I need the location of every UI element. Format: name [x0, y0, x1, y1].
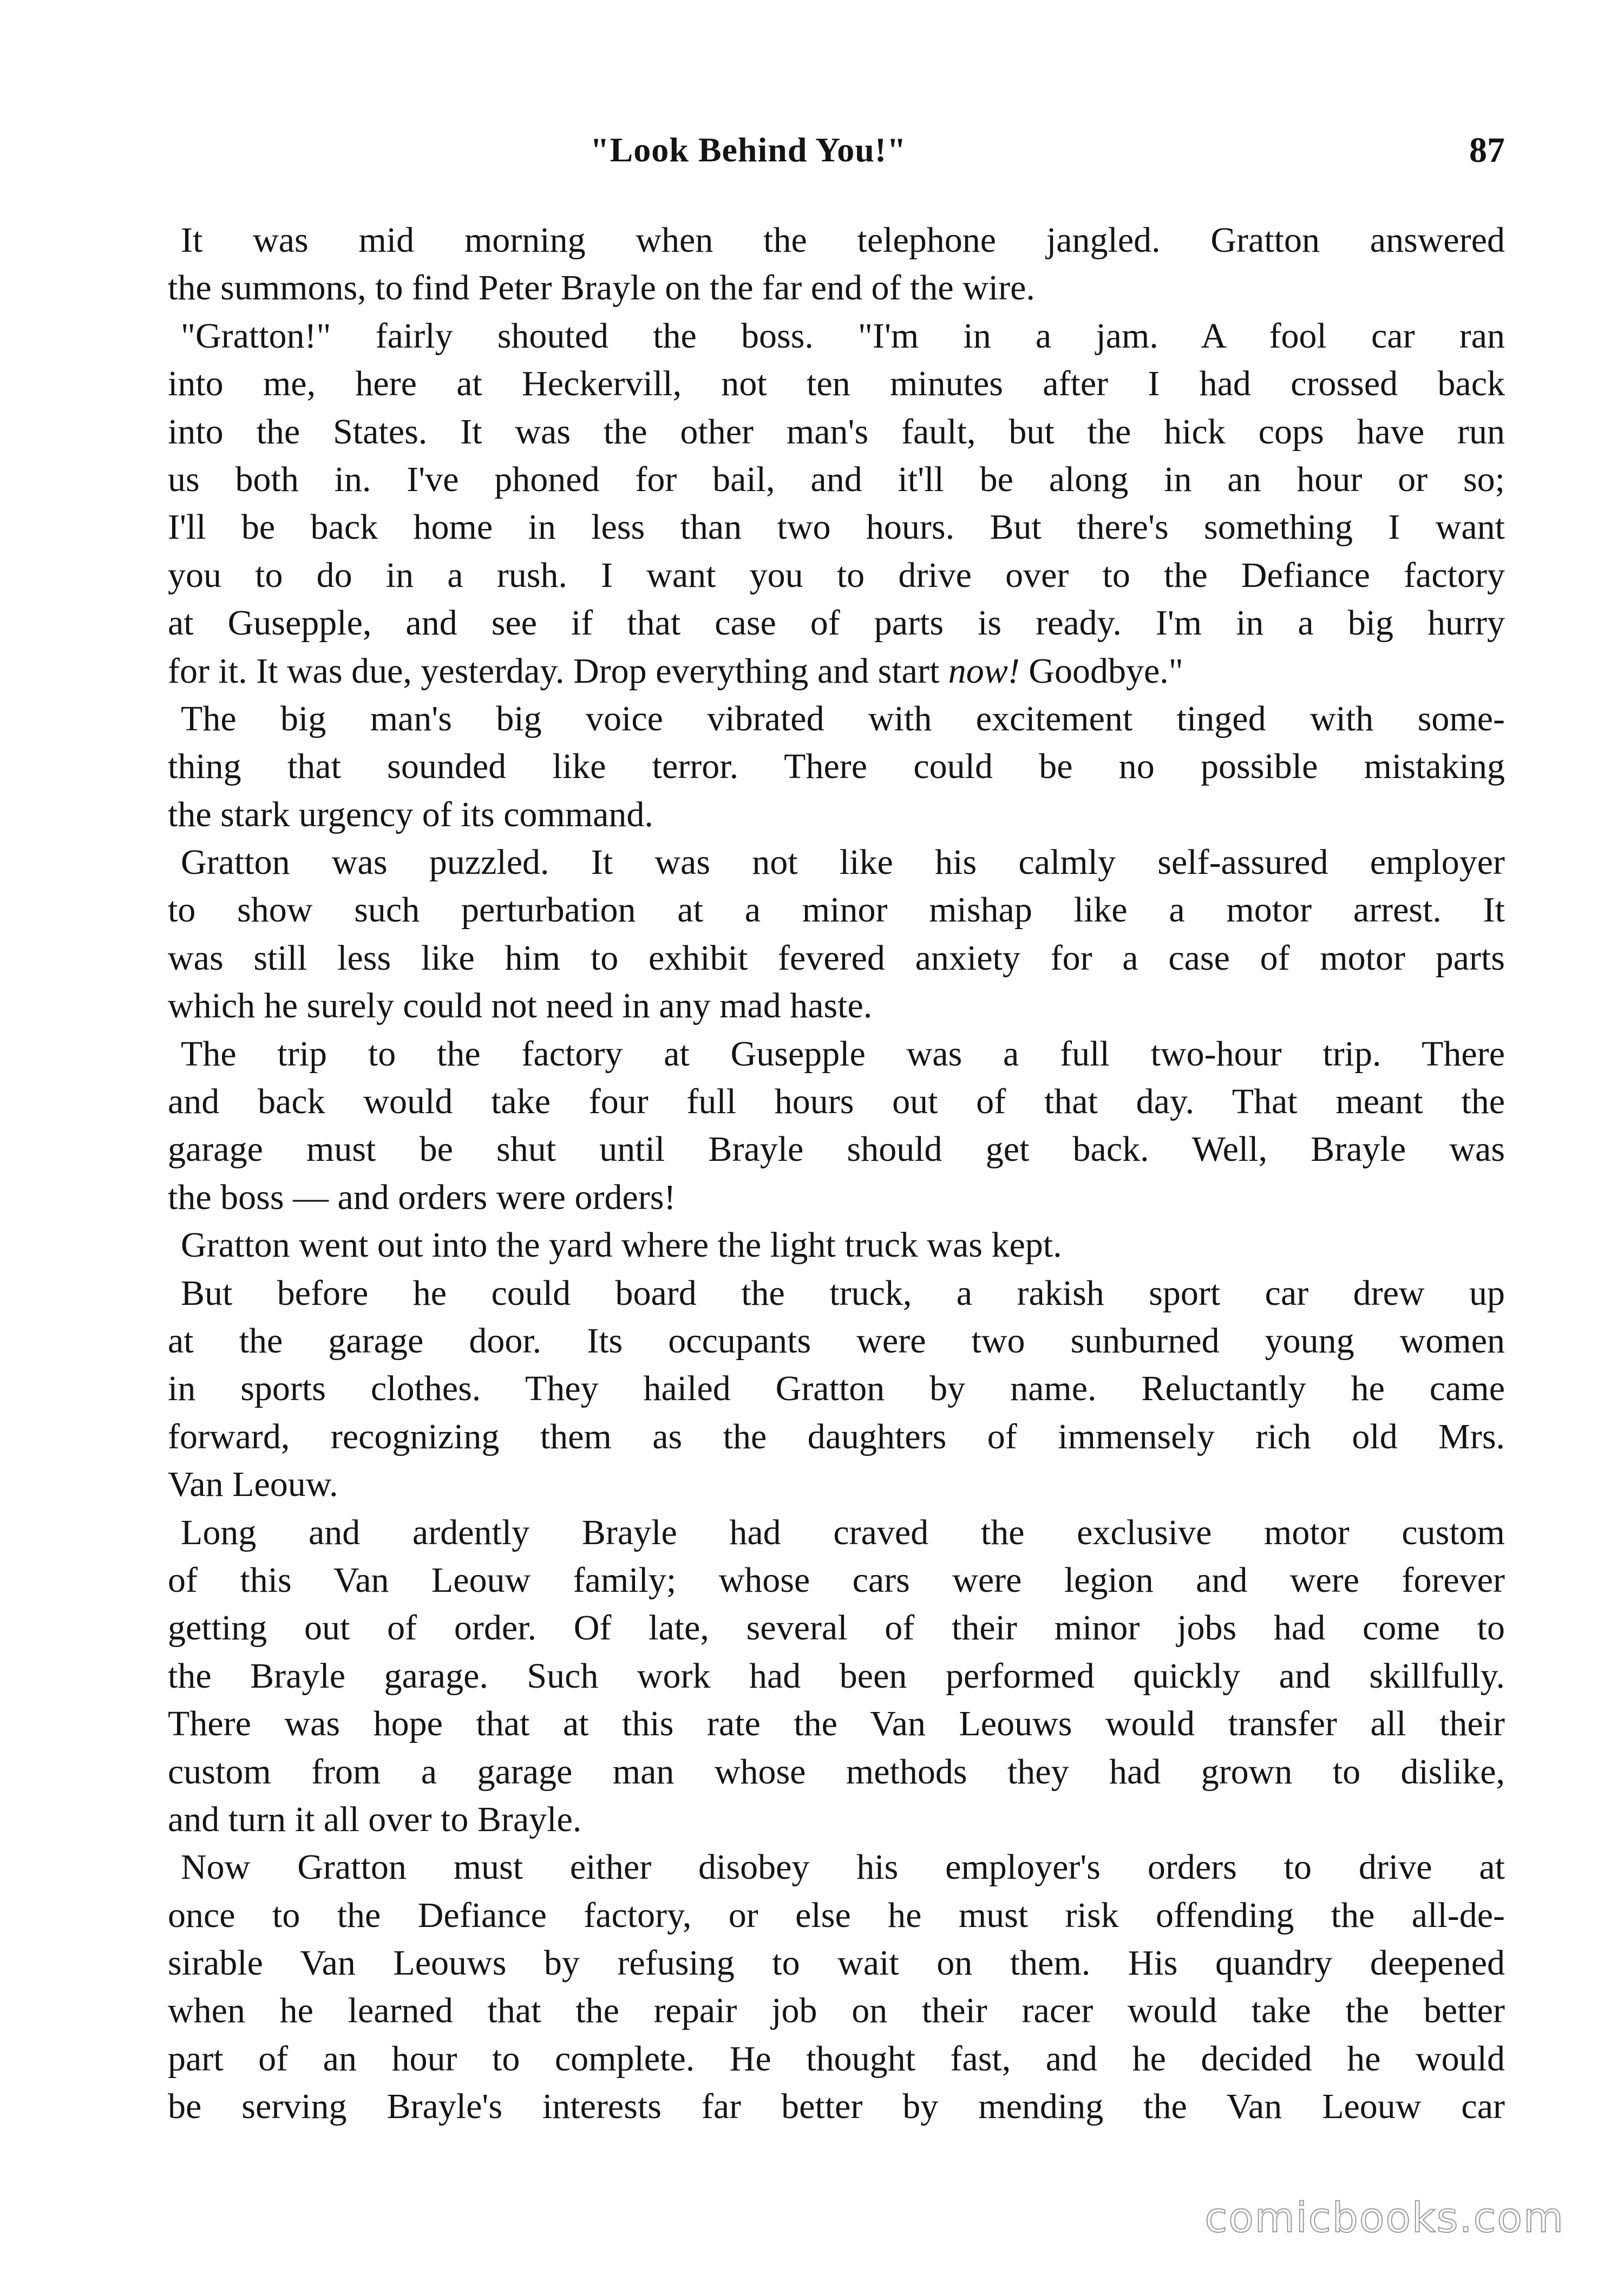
- text-line: There was hope that at this rate the Van Leouws would transfer all their: [168, 1704, 1505, 1744]
- paragraph: [168, 839, 1505, 1030]
- body-text: [168, 217, 1505, 2131]
- text-line: the stark urgency of its command.: [168, 794, 653, 834]
- emphasis: now!: [948, 651, 1020, 691]
- text-line: in sports clothes. They hailed Gratton by name. Reluctantly he came: [168, 1369, 1505, 1409]
- text-line: garage must be shut until Brayle should get back. Well, Brayle was: [168, 1129, 1505, 1169]
- paragraph: [168, 1030, 1505, 1222]
- text-line: I'll be back home in less than two hours. But there's something I want: [168, 507, 1505, 547]
- text-line: us both in. I've phoned for bail, and it'll be along in an hour or so;: [168, 459, 1505, 499]
- paragraph: [168, 1270, 1505, 1509]
- text-line: into the States. It was the other man's fault, but the hick cops have run: [168, 411, 1505, 452]
- text-line: getting out of order. Of late, several of their minor jobs had come to: [168, 1608, 1505, 1648]
- text-line: which he surely could not need in any mad haste.: [168, 986, 873, 1026]
- paragraph: [168, 1844, 1505, 2131]
- text-line: be serving Brayle's interests far better by mending the Van Leouw car: [168, 2087, 1505, 2127]
- text-line: But before he could board the truck, a rakish sport car drew up: [181, 1273, 1505, 1313]
- text-line: Gratton went out into the yard where the light truck was kept.: [181, 1225, 1062, 1265]
- text-line: the summons, to find Peter Brayle on the far end of the wire.: [168, 268, 1035, 308]
- text-line: Gratton was puzzled. It was not like his calmly self-assured employer: [181, 842, 1505, 883]
- text-line: once to the Defiance factory, or else he must risk offending the all-de-: [168, 1895, 1505, 1935]
- text-line: thing that sounded like terror. There could be no possible mistaking: [168, 747, 1505, 787]
- page-number: 87: [1469, 130, 1505, 170]
- text-line: The big man's big voice vibrated with excitement tinged with some-: [181, 698, 1505, 739]
- paragraph: [168, 1509, 1505, 1844]
- paragraph: [168, 217, 1505, 312]
- chapter-title: "Look Behind You!": [590, 130, 907, 169]
- text-line: Now Gratton must either disobey his employer's orders to drive at: [181, 1847, 1505, 1887]
- text-line: at the garage door. Its occupants were two sunburned young women: [168, 1321, 1505, 1361]
- text-line: of this Van Leouw family; whose cars were legion and were forever: [168, 1560, 1505, 1600]
- text-line: the Brayle garage. Such work had been performed quickly and skillfully.: [168, 1656, 1505, 1696]
- text-line: and back would take four full hours out of that day. That meant the: [168, 1082, 1505, 1122]
- text-line: and turn it all over to Brayle.: [168, 1799, 582, 1839]
- text-line: at Gusepple, and see if that case of parts is ready. I'm in a big hurry: [168, 603, 1505, 643]
- text-line: part of an hour to complete. He thought fast, and he decided he would: [168, 2038, 1505, 2079]
- text-line: you to do in a rush. I want you to drive over to the Defiance factory: [168, 555, 1505, 595]
- text-line: for it. It was due, yesterday. Drop everything and start now! Goodbye.": [168, 651, 1183, 691]
- running-head: [168, 130, 1505, 179]
- text-line: into me, here at Heckervill, not ten minutes after I had crossed back: [168, 364, 1505, 404]
- paragraph: [168, 695, 1505, 839]
- paragraph: [168, 312, 1505, 695]
- site-watermark: comicbooks.com: [1204, 2193, 1564, 2242]
- text-line: sirable Van Leouws by refusing to wait on them. His quandry deepened: [168, 1943, 1505, 1983]
- text-line: Long and ardently Brayle had craved the exclusive motor custom: [181, 1512, 1505, 1552]
- text-line: The trip to the factory at Gusepple was a full two-hour trip. There: [181, 1034, 1505, 1074]
- text-line: to show such perturbation at a minor mishap like a motor arrest. It: [168, 890, 1505, 930]
- text-line: It was mid morning when the telephone jangled. Gratton answered: [181, 220, 1505, 260]
- paragraph: [168, 1221, 1505, 1269]
- text-line: forward, recognizing them as the daughters of immensely rich old Mrs.: [168, 1416, 1505, 1456]
- text-line: when he learned that the repair job on their racer would take the better: [168, 1991, 1505, 2031]
- text-line: "Gratton!" fairly shouted the boss. "I'm in a jam. A fool car ran: [181, 316, 1505, 356]
- text-line: the boss — and orders were orders!: [168, 1177, 676, 1217]
- text-line: was still less like him to exhibit fevered anxiety for a case of motor parts: [168, 938, 1505, 978]
- text-line: custom from a garage man whose methods they had grown to dislike,: [168, 1752, 1505, 1792]
- text-line: Van Leouw.: [168, 1465, 338, 1505]
